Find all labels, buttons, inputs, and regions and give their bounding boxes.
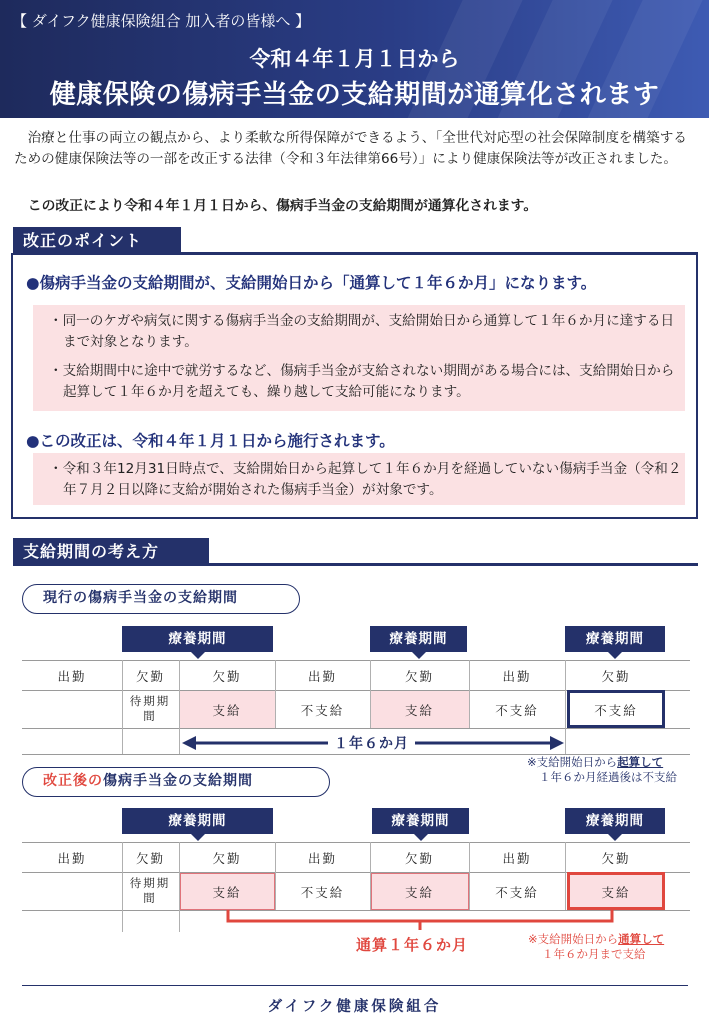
revised-span-label: 通算１年６か月 xyxy=(350,934,474,955)
current-row2-cell: 支給 xyxy=(404,703,434,718)
current-row1-cell: 欠勤 xyxy=(212,669,242,684)
intro-summary: この改正により令和４年１月１日から、傷病手当金の支給期間が通算化されます。 xyxy=(27,198,538,214)
point2-details xyxy=(33,453,685,505)
effective-date-title: 令和４年１月１日から xyxy=(249,47,460,71)
point2-title: ●この改正は、令和４年１月１日から施行されます。 xyxy=(26,432,395,450)
current-row2-cell: 不支給 xyxy=(300,703,345,718)
current-span-label: １年６か月 xyxy=(328,733,415,753)
period-heading-rule xyxy=(209,563,698,566)
revised-treatment-label-2: 療養期間 xyxy=(372,808,469,834)
current-row1-cell: 出勤 xyxy=(307,669,337,684)
revised-note-text: ※支給開始日から xyxy=(528,932,619,946)
current-row1-cell: 欠勤 xyxy=(404,669,434,684)
revised-waiting-period: 待期期間 xyxy=(129,876,171,905)
current-note xyxy=(527,755,677,785)
revised-row1-cell: 出勤 xyxy=(57,851,87,866)
revised-row2-cell: 支給 xyxy=(601,885,631,900)
revised-pill-rest: 傷病手当金の支給期間 xyxy=(103,773,253,789)
footer-organization: ダイフク健康保険組合 xyxy=(267,999,442,1015)
revised-pill-prefix: 改正後の xyxy=(43,773,103,789)
point1-details xyxy=(33,305,685,411)
revised-row1-cell: 欠勤 xyxy=(404,851,434,866)
point2-item1: ・令和３年12月31日時点で、支給開始日から起算して１年６か月を経過していない傷病手当金（令和２年７月２日以降に支給が開始された傷病手当金）が対象です。 xyxy=(49,461,682,498)
revised-treatment-label-3: 療養期間 xyxy=(565,808,665,834)
revised-row2-cell: 支給 xyxy=(212,885,242,900)
current-row1-cell: 欠勤 xyxy=(135,669,165,684)
current-row2-cell: 不支給 xyxy=(495,703,539,718)
current-row1-cell: 出勤 xyxy=(57,669,87,684)
current-treatment-label-2: 療養期間 xyxy=(370,626,467,652)
revised-row2-cell: 支給 xyxy=(404,885,434,900)
header-banner xyxy=(0,0,709,118)
revised-note xyxy=(528,932,664,962)
current-note-text2: １年６か月経過後は不支給 xyxy=(539,770,677,784)
point1-item2: ・支給期間中に途中で就労するなど、傷病手当金が支給されない期間がある場合には、支給開始日から起算して１年６か月を超えても、繰り越して支給可能になります。 xyxy=(49,363,675,400)
point1-item1: ・同一のケガや病気に関する傷病手当金の支給期間が、支給開始日から通算して１年６か月に達する日まで対象となります。 xyxy=(49,313,675,350)
revised-row2-cell: 不支給 xyxy=(495,885,539,900)
footer-rule xyxy=(22,985,688,986)
revised-row1-cell: 出勤 xyxy=(307,851,337,866)
current-treatment-label-1: 療養期間 xyxy=(122,626,273,652)
revised-row1-cell: 欠勤 xyxy=(212,851,242,866)
points-heading: 改正のポイント xyxy=(13,227,181,255)
revised-note-emphasis: 通算して xyxy=(618,932,665,946)
revised-treatment-label-1: 療養期間 xyxy=(122,808,273,834)
revised-note-text2: １年６か月まで支給 xyxy=(542,947,646,961)
audience-tag: 【 ダイフク健康保険組合 加入者の皆様へ 】 xyxy=(12,12,311,30)
current-row1-cell: 欠勤 xyxy=(601,669,631,684)
revised-row1-cell: 欠勤 xyxy=(135,851,165,866)
point1-title: ●傷病手当金の支給期間が、支給開始日から「通算して１年６か月」になります。 xyxy=(26,274,597,292)
current-note-text: ※支給開始日から xyxy=(527,755,618,769)
current-period-pill: 現行の傷病手当金の支給期間 xyxy=(22,584,300,614)
revised-span-bracket xyxy=(220,910,620,930)
current-row2-cell: 支給 xyxy=(212,703,242,718)
revised-row1-cell: 出勤 xyxy=(502,851,532,866)
current-treatment-label-3: 療養期間 xyxy=(565,626,665,652)
current-note-emphasis: 起算して xyxy=(617,755,664,769)
current-waiting-period: 待期期間 xyxy=(129,694,171,723)
current-row2-cell: 不支給 xyxy=(594,703,638,718)
intro-paragraph: 治療と仕事の両立の観点から、より柔軟な所得保障ができるよう、「全世代対応型の社会保障制度を構築するための健康保険法等の一部を改正する法律（令和３年法律第66号）」により健康保険法等が改正されました。 xyxy=(14,130,687,167)
revised-row2-cell: 不支給 xyxy=(300,885,345,900)
revised-row1-cell: 欠勤 xyxy=(601,851,631,866)
current-row1-cell: 出勤 xyxy=(502,669,532,684)
main-title: 健康保険の傷病手当金の支給期間が通算化されます xyxy=(49,80,660,110)
period-heading: 支給期間の考え方 xyxy=(13,538,209,566)
revised-period-pill xyxy=(22,767,330,797)
